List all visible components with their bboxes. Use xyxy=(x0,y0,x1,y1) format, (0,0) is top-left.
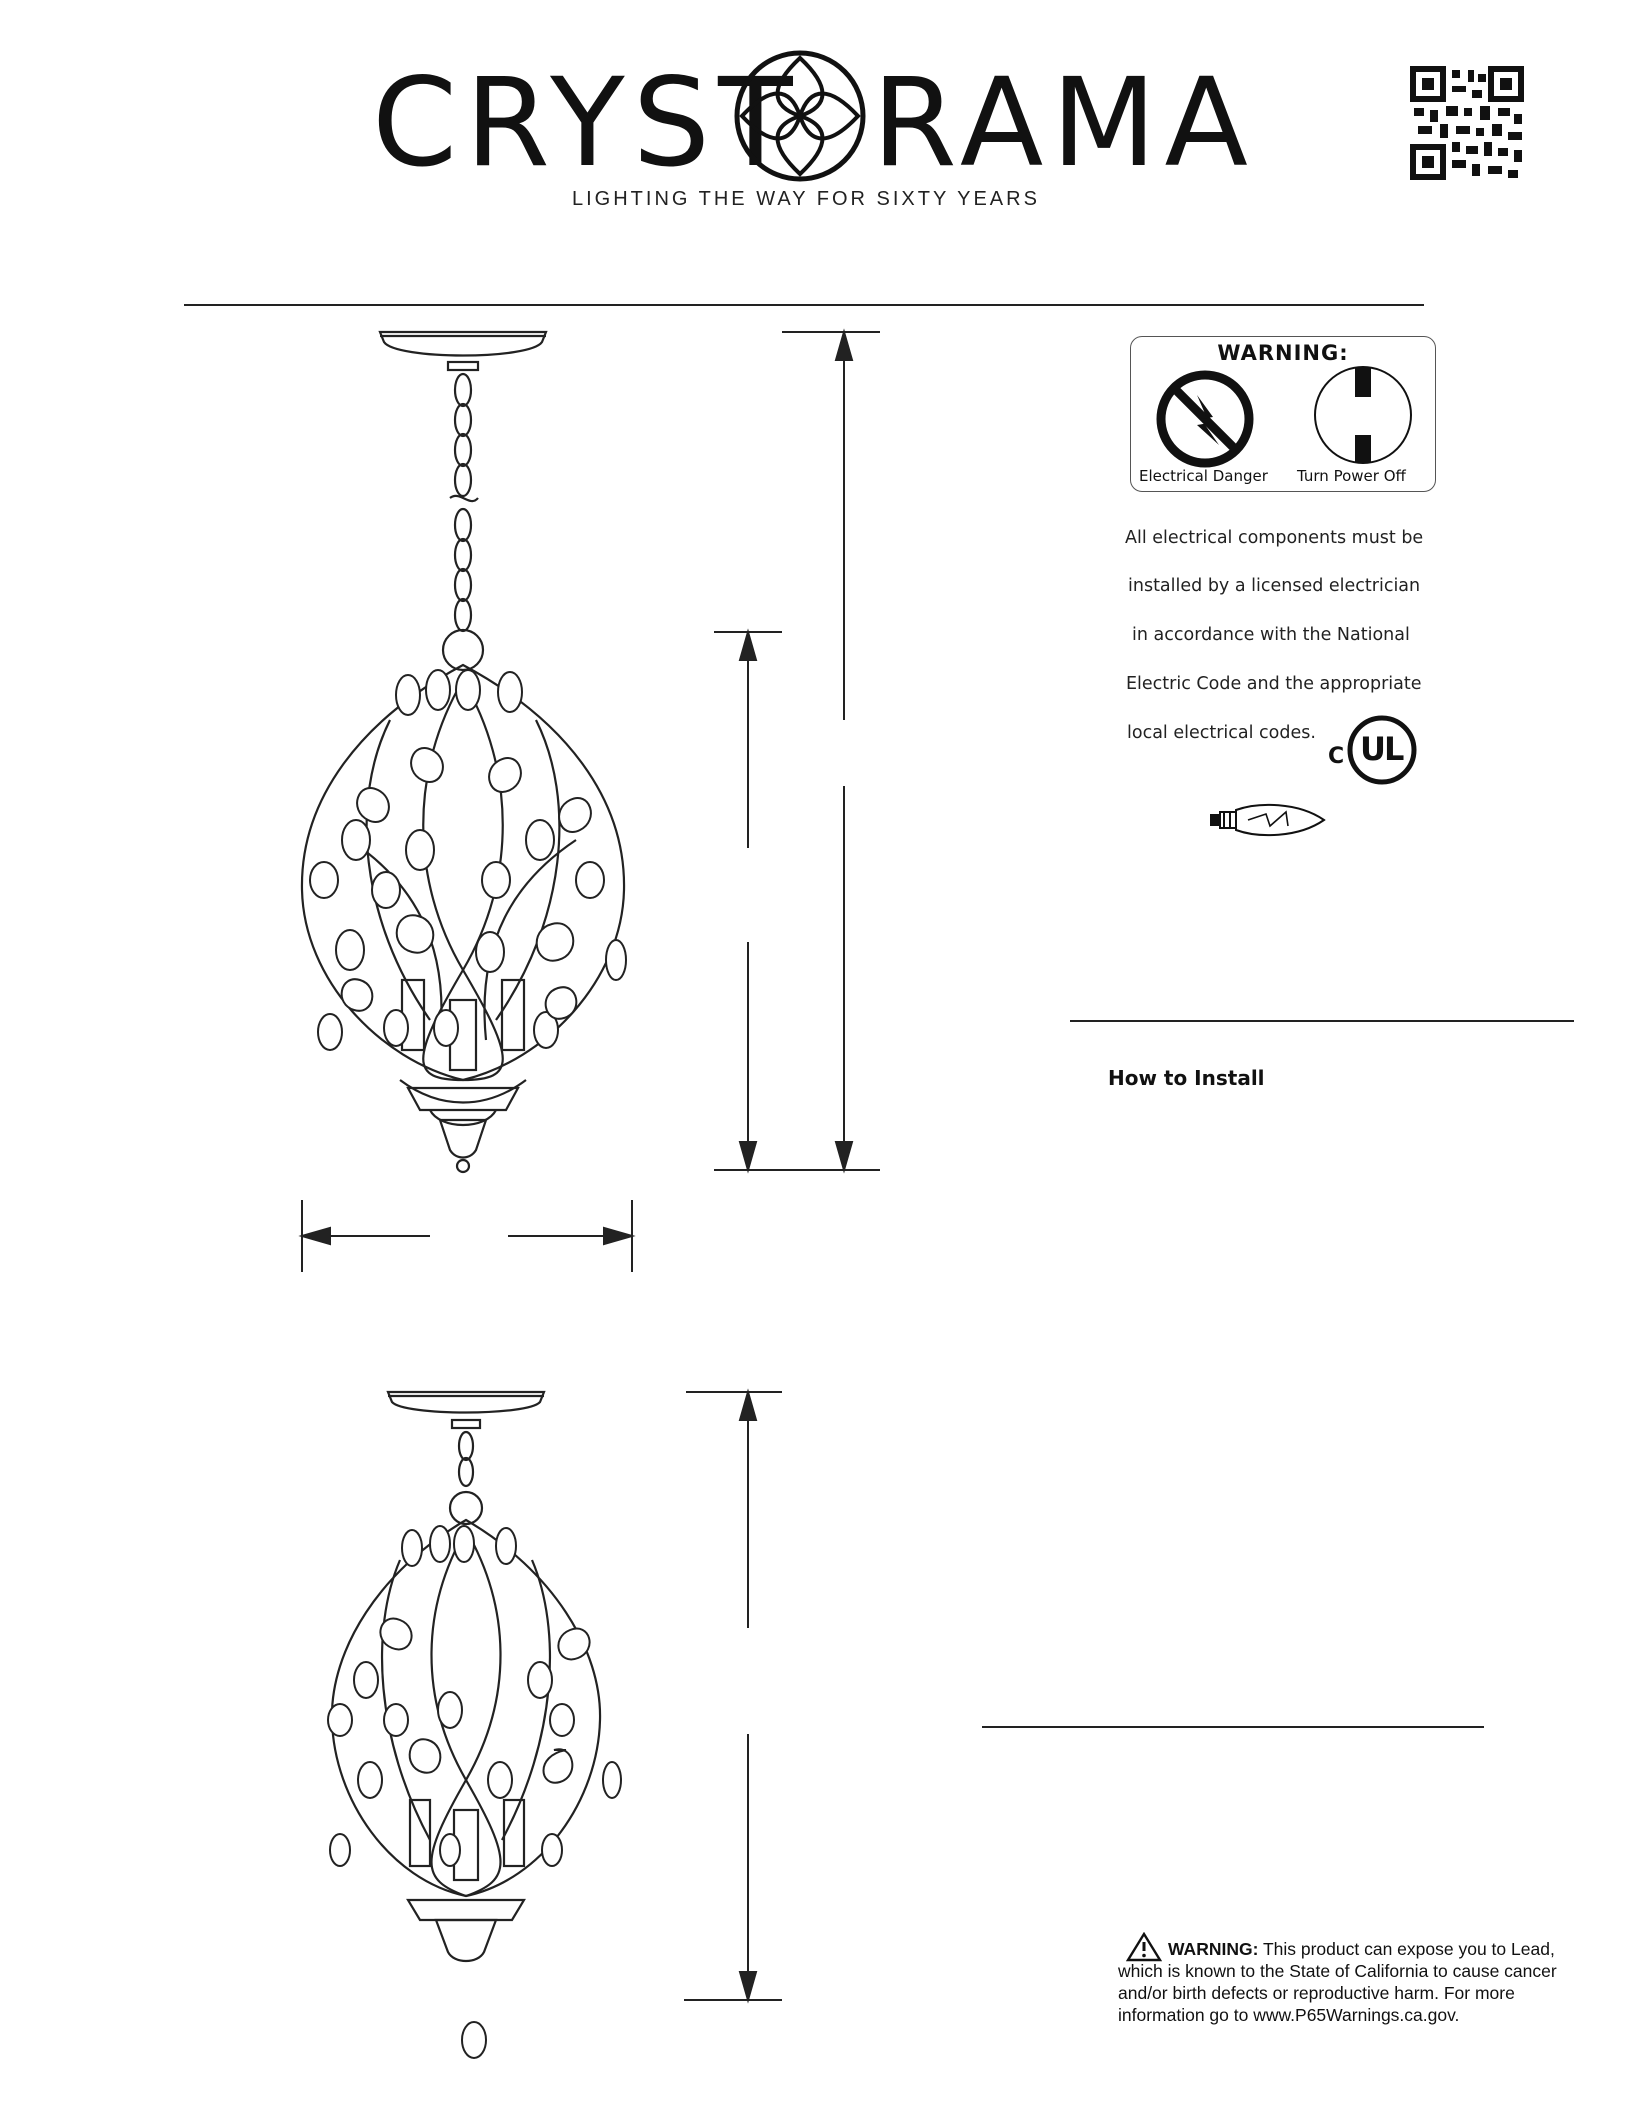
warning-box-title: WARNING: xyxy=(1217,341,1349,365)
cul-listed-icon xyxy=(1326,712,1420,788)
how-to-install-heading: How to Install xyxy=(1108,1066,1265,1090)
electrical-danger-label: Electrical Danger xyxy=(1139,467,1268,485)
prop65-warning xyxy=(1118,1938,1598,2026)
prop65-line-3: and/or birth defects or reproductive harm. For more xyxy=(1118,1983,1515,2003)
cul-c-letter: C xyxy=(1328,744,1345,769)
install-divider xyxy=(1070,1020,1574,1022)
notice-line-4: Electric Code and the appropriate xyxy=(1126,674,1422,694)
prop65-line-1 xyxy=(1118,1938,1598,1960)
candelabra-bulb-icon xyxy=(1208,798,1326,844)
notice-line-2: installed by a licensed electrician xyxy=(1128,576,1421,596)
notice-line-1: All electrical components must be xyxy=(1125,528,1424,548)
dimension-lines-top xyxy=(290,320,910,1280)
prop65-text-1: This product can expose you to Lead, xyxy=(1262,1939,1555,1959)
lower-divider xyxy=(982,1726,1484,1728)
dimension-lines-bottom xyxy=(680,1380,800,2020)
turn-power-off-label: Turn Power Off xyxy=(1297,467,1406,485)
power-off-icon xyxy=(1311,363,1415,467)
header-divider xyxy=(184,304,1424,306)
warning-triangle-icon xyxy=(1126,1932,1162,1962)
prop65-line-4: information go to www.P65Warnings.ca.gov. xyxy=(1118,2005,1460,2025)
brand-name-left: CRYST xyxy=(372,52,801,194)
electrical-warning-box xyxy=(1130,336,1436,492)
notice-line-3: in accordance with the National xyxy=(1132,625,1410,645)
cul-ul-letters: UL xyxy=(1360,730,1403,768)
crystorama-logo-emblem-icon xyxy=(730,46,870,186)
pendant-drawing-bottom xyxy=(300,1380,640,2080)
notice-line-5: local electrical codes. xyxy=(1127,723,1316,743)
prop65-line-2: which is known to the State of California to cause cancer xyxy=(1118,1961,1557,1981)
brand-name-right: RAMA xyxy=(872,52,1257,194)
prop65-label: WARNING: xyxy=(1168,1939,1259,1959)
qr-code-icon xyxy=(1410,66,1524,180)
brand-tagline: LIGHTING THE WAY FOR SIXTY YEARS xyxy=(572,188,1040,210)
electrical-danger-icon xyxy=(1153,367,1257,471)
